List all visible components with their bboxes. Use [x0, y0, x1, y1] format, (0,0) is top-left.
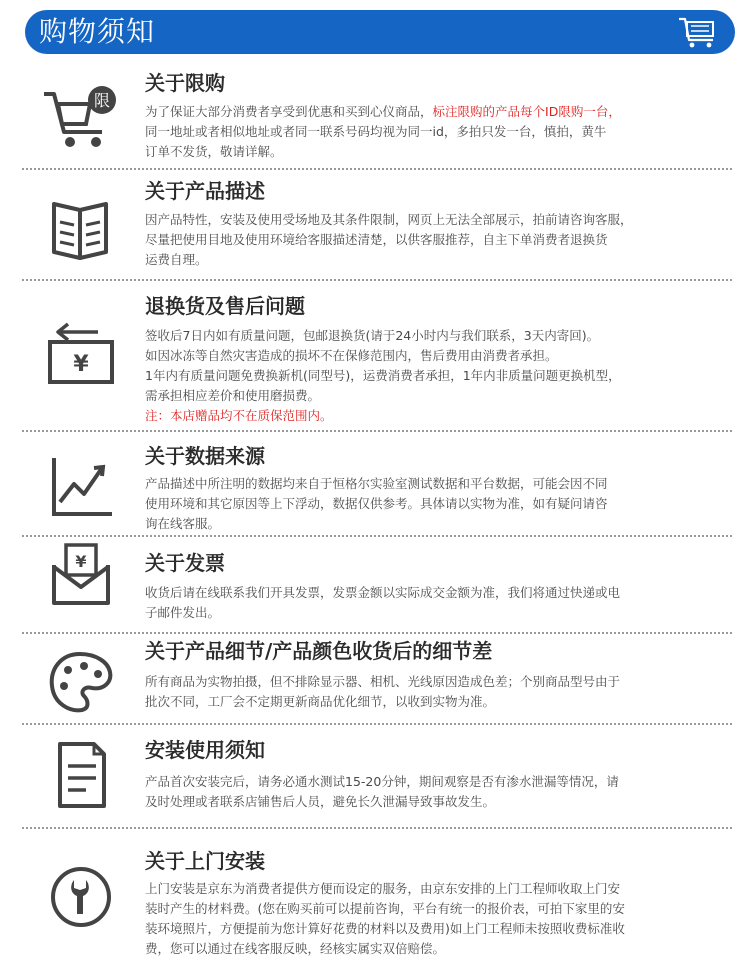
section-divider: [22, 723, 732, 725]
body-line: 费，您可以通过在线客服反映，经核实属实双倍赔偿。: [145, 941, 446, 956]
body-line: 询在线客服。: [145, 516, 221, 531]
section-divider: [22, 632, 732, 634]
section-divider: [22, 430, 732, 432]
line-chart-icon: [40, 450, 122, 528]
body-line: 上门安装是京东为消费者提供方便而设定的服务，由京东安排的上门工程师收取上门安: [145, 881, 621, 896]
shopping-cart-icon: [675, 14, 721, 50]
section-body: [145, 102, 730, 162]
section-body: [145, 772, 730, 812]
body-line: 为了保证大部分消费者享受到优惠和买到心仪商品，: [145, 104, 433, 119]
section-body: [145, 326, 730, 426]
wrench-service-icon: [40, 858, 122, 936]
section-title: 关于发票: [145, 551, 225, 575]
section-title: 关于限购: [145, 71, 225, 95]
body-line: 装时产生的材料费。(您在购买前可以提前咨询，平台有统一的报价表，可拍下家里的安: [145, 901, 625, 916]
body-line: 签收后7日内如有质量问题，包邮退换货(请于24小时内与我们联系，3天内寄回)。: [145, 328, 600, 343]
section-title: 关于数据来源: [145, 444, 265, 468]
body-line: 批次不同，工厂会不定期更新商品优化细节，以收到实物为准。: [145, 694, 496, 709]
section-body: [145, 879, 730, 959]
document-note-icon: [40, 736, 122, 814]
body-line: 因产品特性，安装及使用受场地及其条件限制，网页上无法全部展示，拍前请咨询客服，: [145, 212, 633, 227]
section-divider: [22, 168, 732, 170]
body-line: 尽量把使用目地及使用环境给客服描述清楚，以供客服推荐，自主下单消费者退换货: [145, 232, 608, 247]
body-line-highlight: 注：本店赠品均不在质保范围内。: [145, 408, 333, 423]
body-line: 需承担相应差价和使用磨损费。: [145, 388, 321, 403]
body-line: 如因冰冻等自然灾害造成的损坏不在保修范围内，售后费用由消费者承担。: [145, 348, 558, 363]
yuan-return-icon: [40, 314, 122, 392]
section-body: [145, 474, 730, 534]
cart-limit-badge: 限: [93, 91, 111, 110]
body-line-highlight: 标注限购的产品每个ID限购一台，: [432, 104, 621, 119]
body-line: 订单不发货，敬请详解。: [145, 144, 283, 159]
cart-limit-icon: [40, 76, 122, 154]
section-title: 关于产品描述: [145, 179, 265, 203]
section-title: 关于上门安装: [145, 849, 265, 873]
invoice-badge: ¥: [75, 552, 87, 571]
section-body: [145, 210, 730, 270]
section-body: [145, 583, 730, 623]
body-line: 1年内有质量问题免费换新机(同型号)，运费消费者承担，1年内非质量问题更换机型，: [145, 368, 621, 383]
color-palette-icon: [40, 644, 122, 722]
section-body: [145, 672, 730, 712]
body-line: 产品首次安装完后，请务必通水测试15-20分钟，期间观察是否有渗水泄漏等情况，请: [145, 774, 619, 789]
body-line: 及时处理或者联系店铺售后人员，避免长久泄漏导致事故发生。: [145, 794, 496, 809]
body-line: 同一地址或者相似地址或者同一联系号码均视为同一id，多拍只发一台，慎拍，黄牛: [145, 124, 607, 139]
invoice-envelope-icon: [40, 543, 122, 621]
section-title: 关于产品细节/产品颜色收货后的细节差: [145, 639, 493, 663]
body-line: 使用环境和其它原因等上下浮动，数据仅供参考。具体请以实物为准，如有疑问请咨: [145, 496, 608, 511]
section-divider: [22, 827, 732, 829]
section-title: 退换货及售后问题: [145, 294, 305, 318]
body-line: 收货后请在线联系我们开具发票，发票金额以实际成交金额为准，我们将通过快递或电: [145, 585, 621, 600]
body-line: 运费自理。: [145, 252, 208, 267]
section-divider: [22, 279, 732, 281]
body-line: 所有商品为实物拍摄，但不排除显示器、相机、光线原因造成色差；个别商品型号由于: [145, 674, 621, 689]
header-banner: [25, 10, 735, 54]
section-divider: [22, 535, 732, 537]
yuan-badge: ¥: [73, 352, 89, 377]
page-title: 购物须知: [39, 15, 156, 48]
body-line: 产品描述中所注明的数据均来自于恒格尔实验室测试数据和平台数据，可能会因不同: [145, 476, 608, 491]
section-title: 安装使用须知: [145, 738, 265, 762]
body-line: 装环境照片，方便提前为您计算好花费的材料以及费用)如上门工程师未按照收费标准收: [145, 921, 625, 936]
body-line: 子邮件发出。: [145, 605, 221, 620]
open-book-icon: [40, 190, 122, 268]
